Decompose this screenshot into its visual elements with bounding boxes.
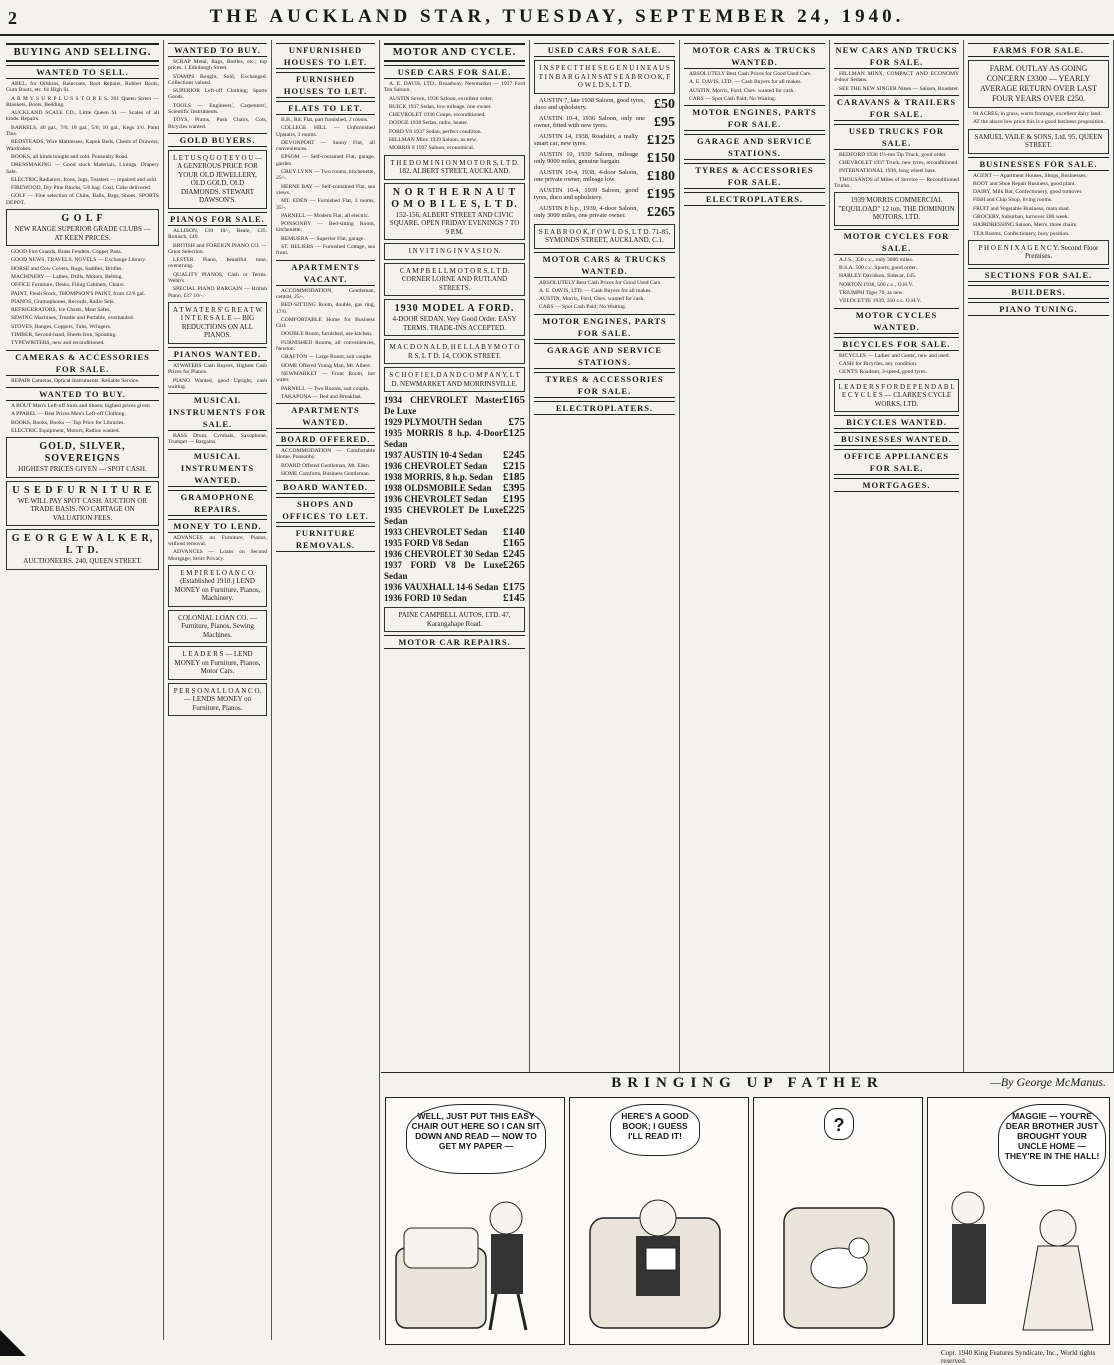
classified-ad: CARS — Spot Cash Paid; No Waiting. <box>689 95 777 102</box>
austin-ad: £50 AUSTIN 7, late 1938 Saloon, good tyres, duco and upholstery. <box>534 96 675 112</box>
classified-ad: REPAIR Cameras, Optical Instruments. Reliable Service. <box>11 377 140 384</box>
display-ad-samuel-vaile: SAMUEL VAILE & SONS, Ltd. 95, QUEEN STREET. <box>968 129 1109 154</box>
classified-ad: REMUERA — Superior Flat, garage. <box>281 235 365 242</box>
classified-ad: DODGE 1938 Sedan, radio, heater. <box>389 120 469 127</box>
classified-ad: ELECTRIC Equipment, Motors, Radios wanted. <box>11 427 120 434</box>
display-ad-title: 1930 MODEL A FORD. <box>394 303 515 315</box>
comic-strip <box>381 1072 1114 1365</box>
classified-ad: GOOD NEWS, TRAVELS, NOVELS — Exchange Library. <box>11 257 147 264</box>
classified-ad: CARS — Spot Cash Paid; No Waiting. <box>539 304 627 311</box>
section-header: FARMS FOR SALE. <box>968 43 1109 57</box>
comic-credit: —By George McManus. <box>990 1075 1106 1089</box>
classified-ad: PONSONBY — Bed-sitting Room, kitchenette. <box>276 221 375 234</box>
classified-ad: FORD V8 1937 Sedan, perfect condition. <box>389 128 482 135</box>
classified-ad: ABSOLUTELY Best Cash Prices for Good Used Cars. <box>689 71 812 77</box>
classified-ad: NEWMARKET — Front Room, hot water. <box>276 370 375 384</box>
austin-ad: £95 AUSTIN 10-4, 1936 Saloon, only one owner, fitted with new tyres. <box>534 114 675 130</box>
car-price-list <box>384 395 525 604</box>
section-header: WANTED TO SELL. <box>6 65 159 79</box>
section-header: ELECTROPLATERS. <box>684 192 825 206</box>
page-number: 2 <box>8 8 17 28</box>
display-ad-model-a <box>384 299 525 336</box>
classified-ad: SUPERIOR Left-off Clothing; Sports Goods. <box>168 88 267 101</box>
section-header: BICYCLES WANTED. <box>834 415 959 429</box>
price-row: 1936 CHEVROLET Sedan £215 <box>384 460 525 473</box>
display-ad-text: 4-DOOR SEDAN. Very Good Order. EASY TERMS. TRADE-INS ACCEPTED. <box>392 315 517 332</box>
classified-ad: MT. EDEN — Furnished Flat, 3 rooms, 35/-. <box>276 198 375 211</box>
classified-ad: FRUIT and Vegetable Business, main road. <box>973 205 1070 212</box>
price-row: 1938 OLDSMOBILE Sedan £395 <box>384 482 525 495</box>
section-header: NEW CARS AND TRUCKS FOR SALE. <box>835 45 958 67</box>
classified-ad: AUSTIN Seven, 1936 Saloon, excellent order. <box>389 95 493 102</box>
classified-ad: ELECTRIC Radiators, Irons, Jugs, Toasters — repaired and sold. <box>11 176 158 183</box>
section-header: FURNITURE REMOVALS. <box>276 526 375 552</box>
classified-ad: QUALITY PIANOS, Cash or Terms. Webb's. <box>168 271 267 285</box>
classified-ad: COLLEGE HILL — Unfurnished Upstairs, 3 rooms. <box>276 125 375 138</box>
section-header: MOTOR ENGINES, PARTS FOR SALE. <box>684 105 825 131</box>
display-ad-campbell: C A M P B E L L M O T O R S, L T D. CORNER LORNE AND RUTLAND STREETS. <box>384 263 525 297</box>
classified-ad: BOOKS, Books, Books — Top Price for Libraries. <box>11 419 125 426</box>
classified-ad: BARRELS, 40 gal., 7/6; 18 gal., 5/6; 10 gal., Kegs 3/6. Paint Tins. <box>6 124 159 138</box>
classified-ad: A. E. DAVIS, LTD., Broadway, Newmarket — 1937 Ford Ten Saloon. <box>384 81 525 94</box>
speech-balloon: ? <box>824 1108 854 1140</box>
column-new-cars <box>830 40 964 1072</box>
classified-ad: SEWING Machines, Treadle and Portable, overhauled. <box>11 315 135 322</box>
section-header: MOTOR AND CYCLE. <box>384 43 525 62</box>
jiggs-reading-illustration <box>570 1098 749 1345</box>
display-ad-title: N O R T H E R N A U T O M O B I L E S, L T D. <box>391 186 518 210</box>
classified-ad: SEE THE NEW SINGER Nines — Saloon, Roadster. <box>839 85 959 92</box>
classified-ad: THOUSANDS of Miles of Service — Reconditioned Trucks. <box>834 176 959 190</box>
classified-ad: LESTER Piano, beautiful tone, overstrung. <box>168 257 267 270</box>
section-header: BUSINESSES FOR SALE. <box>968 157 1109 171</box>
classified-ad: FIREWOOD, Dry Pine Blocks, 5/6 bag. Coal, Coke delivered. <box>11 185 152 192</box>
section-header: BICYCLES FOR SALE. <box>834 337 959 351</box>
section-header: MOTOR CYCLES FOR SALE. <box>834 229 959 255</box>
classified-ad: INTERNATIONAL 1936, long wheel base. <box>839 168 937 175</box>
section-header: OFFICE APPLIANCES FOR SALE. <box>834 449 959 475</box>
classified-ad: PAINT, Fresh Stock, THOMPSON'S PAINT, from 12/6 gal. <box>11 290 146 297</box>
price-row: 1938 MORRIS, 8 h.p. Sedan £185 <box>384 471 525 484</box>
section-header: GARAGE AND SERVICE STATIONS. <box>534 343 675 369</box>
speech-balloon: HERE'S A GOOD BOOK; I GUESS I'LL READ IT! <box>610 1104 700 1156</box>
price-row: 1936 CHEVROLET 30 Sedan £245 <box>384 548 525 561</box>
section-header: APARTMENTS VACANT. <box>276 260 375 286</box>
price-row: 1936 FORD 10 Sedan £145 <box>384 592 525 605</box>
classified-ad: DRESSMAKING — Good stock Materials, Linings. Drapery Sale. <box>6 162 159 175</box>
display-ad-walker <box>6 529 159 570</box>
newspaper-title: THE AUCKLAND STAR, TUESDAY, SEPTEMBER 24, 1940. <box>209 6 905 27</box>
column-wanted-to-buy <box>164 40 272 1340</box>
classified-ad: A R M Y S U R P L U S S T O R E S. 261 Queen Street — Blankets, Boots, Bedding. <box>6 95 159 108</box>
classified-ad: HERNE BAY — Self-contained Flat, sea views. <box>276 183 375 196</box>
display-ad-furniture <box>6 481 159 527</box>
display-ad-empire-loan: E M P I R E L O A N C O. (Established 1910.) LEND MONEY on Furniture, Pianos, Machinery. <box>168 565 267 607</box>
section-header: APARTMENTS WANTED. <box>276 403 375 429</box>
classified-ad: HOME Offered Young Man, Mt. Albert. <box>281 362 372 369</box>
display-ad-morris-commercial: 1939 MORRIS COMMERCIAL "EQUILOAD" 12 ton. THE DOMINION MOTORS, LTD. <box>834 192 959 226</box>
comic-panel-3 <box>753 1097 923 1345</box>
comic-copyright: Copr. 1940 King Features Syndicate, Inc., World rights reserved. <box>941 1349 1096 1365</box>
display-ad-phoenix: P H O E N I X A G E N C Y. Second Floor Premises. <box>968 240 1109 265</box>
comic-panel-1 <box>385 1097 565 1345</box>
classified-ad: TIMBER, Second-hand, Sheets Iron, Spouting. <box>11 332 117 339</box>
section-header: MOTOR CARS & TRUCKS WANTED. <box>684 43 825 69</box>
classified-ad: PARNELL — Modern Flat, all electric. <box>281 212 370 219</box>
classified-ad: TEA Rooms, Confectionery, busy position. <box>973 230 1070 237</box>
classified-ad: AUCKLAND SCALE CO., Little Queen St. — Scales of all kinds. Repairs. <box>6 110 159 123</box>
speech-balloon: MAGGIE — YOU'RE DEAR BROTHER JUST BROUGHT YOUR UNCLE HOME — THEY'RE IN THE HALL! <box>998 1104 1106 1186</box>
column-used-cars <box>530 40 680 1072</box>
austin-ad: £150 AUSTIN 10, 1939 Saloon, mileage only 9000 miles, genuine bargain. <box>534 150 675 166</box>
section-header: CARAVANS & TRAILERS FOR SALE. <box>834 95 959 121</box>
classified-ad: SCRAP Metal, Rags, Bottles, etc.; top prices. 1 Edinburgh Street. <box>168 59 267 72</box>
classified-ad: EPSOM — Self-contained Flat, garage, garden. <box>276 154 375 167</box>
classified-ad: BUICK 1937 Sedan, low mileage, one owner. <box>389 103 492 110</box>
classified-ad: PIANOS, Gramophones, Records, Radio Sets. <box>11 298 115 305</box>
classified-ad: MACHINERY — Lathes, Drills, Motors, Belting. <box>11 273 123 280</box>
masthead <box>0 0 1114 36</box>
price-row: 1936 VAUXHALL 14-6 Sedan £175 <box>384 581 525 594</box>
classified-ad: FURNISHED Rooms, all conveniences, Newton. <box>276 339 375 353</box>
section-header: MUSICAL INSTRUMENTS FOR SALE. <box>168 395 267 430</box>
section-header: CAMERAS & ACCESSORIES FOR SALE. <box>6 350 159 376</box>
display-ad-text: NEW RANGE SUPERIOR GRADE CLUBS — AT KEEN PRICES. <box>14 225 151 242</box>
classified-ad: CHEVROLET 1936 Coupe, reconditioned. <box>389 112 486 119</box>
classified-ad: B.S.A. 500 c.c. Sports, good order. <box>839 265 917 272</box>
classified-ad: GENT'S Roadster, 3-speed, good tyres. <box>839 369 927 376</box>
display-ad-title: G O L F <box>61 213 104 225</box>
classified-ad: BOARD Offered Gentleman, Mt. Eden. <box>281 462 371 469</box>
classified-ad: OFFICE Furniture, Desks, Filing Cabinets, Chairs. <box>11 282 125 289</box>
section-header: WANTED TO BUY. <box>6 387 159 401</box>
section-header: SHOPS AND OFFICES TO LET. <box>276 497 375 523</box>
classified-ad: GOLF — Fine selection of Clubs, Balls, Bags, Shoes. SPORTS DEPOT. <box>6 193 159 206</box>
austin-ad: £125 AUSTIN 14, 1938, Roadster, a really smart car, new tyres. <box>534 132 675 148</box>
speech-balloon: WELL, JUST PUT THIS EASY CHAIR OUT HERE SO I CAN SIT DOWN AND READ — NOW TO GET MY PAPER — <box>406 1104 546 1174</box>
classified-ad: ATWATERS Cash Buyers, Highest Cash Prices for Pianos. <box>168 362 267 376</box>
classified-ad: ST. HELIERS — Furnished Cottage, sea front. <box>276 244 375 257</box>
classified-ad: ALLISON, £10 10/-, Beale, £35. Ronisch, £49. <box>168 227 267 241</box>
section-header: MOTOR CARS & TRUCKS WANTED. <box>534 252 675 278</box>
classified-ad: DOUBLE Room, furnished, use kitchen. <box>281 331 373 338</box>
classified-ad: A. E. DAVIS, LTD. — Cash Buyers for all makes. <box>689 79 802 86</box>
display-ad-title: GOLD, SILVER, SOVEREIGNS <box>39 441 126 465</box>
column-farms <box>964 40 1114 1072</box>
classified-ad: ADVANCES — Loans on Second Mortgage; Strict Privacy. <box>168 549 267 562</box>
classified-ad: HORSE and Cow Covers, Rugs, Saddles, Bridles. <box>11 265 123 272</box>
section-header: BUYING AND SELLING. <box>6 43 159 62</box>
price-row: 1937 FORD V8 De Luxe Sedan £265 <box>384 559 525 582</box>
display-ad-dominion-motors: T H E D O M I N I O N M O T O R S, L T D. 182, ALBERT STREET, AUCKLAND. <box>384 155 525 180</box>
jiggs-armchair-illustration <box>386 1098 565 1345</box>
price-row: 1935 MORRIS 8 h.p. 4-Door Sedan £125 <box>384 427 525 450</box>
section-header: MONEY TO LEND. <box>168 519 267 533</box>
classified-ad: BEDSTEADS, Wire Mattresses, Kapok Beds, Chests of Drawers, Wardrobes. <box>6 139 159 152</box>
classified-ad: TRIUMPH Tiger 70, as new. <box>839 290 904 297</box>
section-header: GOLD BUYERS. <box>168 133 267 147</box>
display-ad-golf <box>6 209 159 246</box>
classified-ad: BED-SITTING Room, double, gas ring, 17/6. <box>276 302 375 315</box>
display-ad-personal-loan: P E R S O N A L L O A N C O. — LENDS MONEY on Furniture, Pianos. <box>168 683 267 717</box>
section-header: MOTOR ENGINES, PARTS FOR SALE. <box>534 314 675 340</box>
dog-chair-illustration <box>754 1098 923 1345</box>
display-ad-text: HIGHEST PRICES GIVEN — SPOT CASH. <box>18 465 147 474</box>
classified-ad: NORTON 1938, 500 c.c., O.H.V. <box>839 281 914 288</box>
section-header: MUSICAL INSTRUMENTS WANTED. <box>168 449 267 487</box>
display-ad-northern <box>384 183 525 241</box>
section-header: USED TRUCKS FOR SALE. <box>834 124 959 150</box>
classified-ad: A. E. DAVIS, LTD. — Cash Buyers for all makes. <box>539 287 652 294</box>
classified-ad: TAKAPUNA — Bed and Breakfast. <box>281 393 363 400</box>
section-header: BOARD WANTED. <box>276 480 375 494</box>
display-ad-seabrook: S E A B R O O K, F O W L D S, L T D. 71-85, SYMONDS STREET, AUCKLAND, C.1. <box>534 224 675 249</box>
classified-ad: AGENT — Apartment Houses, Shops, Businesses. <box>973 172 1087 179</box>
column-motor-cycle <box>380 40 530 1072</box>
display-ad-clarkes-cycles: L E A D E R S F O R D E P E N D A B L E C Y C L E S — CLARKE'S CYCLE WORKS, LTD. <box>834 379 959 413</box>
section-header: PIANOS WANTED. <box>168 347 267 361</box>
display-ad-leaders: L E A D E R S — LEND MONEY on Furniture, Pianos, Motor Cars. <box>168 646 267 680</box>
section-header: BUILDERS. <box>968 285 1109 299</box>
classified-ad: BOOT and Shoe Repair Business, good plant. <box>973 180 1076 187</box>
classified-ad: AUSTIN, Morris, Ford, Chev. wanted for cash. <box>539 296 645 303</box>
classified-ad: DAIRY, Milk Bar, Confectionery, good turnover. <box>973 189 1083 196</box>
classified-ad: ACCOMMODATION, Gentleman, central, 25/-. <box>276 287 375 300</box>
classified-ad: MORRIS 8 1937 Saloon, economical. <box>389 145 475 152</box>
classified-ad: A PPAREL — Best Prices Men's Left-off Clothing. <box>11 411 126 418</box>
classified-ad: GROCERY, Suburban, turnover £80 week. <box>973 214 1070 221</box>
section-header: BOARD OFFERED. <box>276 432 375 446</box>
section-header: ELECTROPLATERS. <box>534 401 675 415</box>
section-header: FLATS TO LET. <box>276 101 375 115</box>
classified-ad: TOYS, Prams, Push Chairs, Cots, Bicycles wanted. <box>168 117 267 130</box>
column-houses <box>272 40 380 1340</box>
price-row: 1929 PLYMOUTH Sedan £75 <box>384 416 525 429</box>
price-row: 1935 CHEVROLET De Luxe Sedan £225 <box>384 504 525 527</box>
section-header: FURNISHED HOUSES TO LET. <box>276 72 375 98</box>
classified-ad: GOOD Fire Guards, Brass Fenders, Copper Pans. <box>11 249 123 256</box>
classified-ad: HILLMAN MINX, COMPACT AND ECONOMY 4-door Sedans. <box>834 71 959 84</box>
classified-ad: ABEL, for Oilskins, Raincoats, Boot Repairs, Rubber Boots, Gum Boots, etc. 61 High St. <box>6 81 159 94</box>
classified-ad: STAMPS Bought, Sold, Exchanged. Collections valued. <box>168 73 267 86</box>
classified-ad: BOOKS, all kinds bought and sold. Ponsonby Road. <box>11 153 129 160</box>
section-header: MOTOR CAR REPAIRS. <box>384 635 525 649</box>
comic-panel-2 <box>569 1097 749 1345</box>
austin-ad: £265 AUSTIN 8 h.p., 1939, 4-door Saloon, only 3000 miles, one private owner. <box>534 204 675 220</box>
display-ad-inviting: I N V I T I N G I N V A S I O N. <box>384 243 525 260</box>
classified-ad: ABSOLUTELY Best Cash Prices for Good Used Cars. <box>539 279 662 286</box>
section-header: PIANOS FOR SALE. <box>168 212 267 226</box>
classified-ad: GREY LYNN — Two rooms, kitchenette, 25/-. <box>276 169 375 182</box>
section-header: TYRES & ACCESSORIES FOR SALE. <box>534 372 675 398</box>
classified-ad: DEVONPORT — Sunny Flat, all conveniences. <box>276 139 375 153</box>
display-ad-farm: FARM. OUTLAY AS GOING CONCERN £3300 — YEARLY AVERAGE RETURN OVER LAST FOUR YEARS OVER £250. <box>968 60 1109 108</box>
classified-ad: ACCOMMODATION — Comfortable Home, Ponsonby. <box>276 448 375 461</box>
price-row: 1935 FORD V8 Sedan £165 <box>384 537 525 550</box>
classified-ad: ADVANCES on Furniture, Pianos, without removal. <box>168 534 267 548</box>
classified-ad: AT the above low price this is a good business proposition. <box>973 119 1105 126</box>
section-header: PIANO TUNING. <box>968 302 1109 316</box>
classified-ad: 94 ACRES, in grass, warm frontage, excellent dairy land. <box>973 111 1102 117</box>
display-ad-title: G E O R G E W A L K E R, L T D. <box>11 533 154 557</box>
section-header: USED CARS FOR SALE. <box>534 43 675 57</box>
austin-ad: £180 AUSTIN 10-4, 1938, 4-door Saloon, one private owner, mileage low. <box>534 168 675 184</box>
classified-ad: PIANO Wanted, good Upright, cash waiting. <box>168 377 267 390</box>
classified-ad: BICYCLES — Ladies' and Gents', new and used. <box>839 352 950 359</box>
classified-ad: PARNELL — Two Rooms, suit couple. <box>281 385 370 392</box>
display-ad-colonial-loan: COLONIAL LOAN CO. — Furniture, Pianos, Sewing Machines. <box>168 610 267 644</box>
price-row: 1934 CHEVROLET Master De Luxe £165 <box>384 394 525 417</box>
classified-ad: FISH and Chip Shop, living rooms. <box>973 197 1053 204</box>
section-header: BUSINESSES WANTED. <box>834 432 959 446</box>
section-header: SECTIONS FOR SALE. <box>968 268 1109 282</box>
price-row: 1936 CHEVROLET Sedan £195 <box>384 493 525 506</box>
section-header: TYRES & ACCESSORIES FOR SALE. <box>684 163 825 189</box>
display-ad-paine: PAINE CAMPBELL AUTOS, LTD. 47, Karangahape Road. <box>384 607 525 632</box>
classified-ad: HOME Comforts, Business Gentleman. <box>281 470 371 477</box>
section-header: WANTED TO BUY. <box>168 43 267 57</box>
display-ad-schofield: S C H O F I E L D A N D C O M P A N Y, L T D. NEWMARKET AND MORRINSVILLE. <box>384 367 525 392</box>
classified-ad: CHEVROLET 1937 Truck, new tyres, reconditioned. <box>839 160 959 167</box>
classified-ad: B.B., Rd. Flat, part furnished, 2 rooms. <box>281 117 369 123</box>
austin-ad: £195 AUSTIN 10-4, 1939 Saloon, good tyres, duco and upholstery. <box>534 186 675 202</box>
price-row: 1933 CHEVROLET Sedan £140 <box>384 526 525 539</box>
classified-ad: TOOLS — Engineers', Carpenters', Scientific Instruments. <box>168 102 267 116</box>
page-corner-mark <box>0 1330 26 1356</box>
classified-ad: BEDFORD 1936 1½-ton Tip Truck, good order. <box>839 151 947 158</box>
display-ad-inspect: I N S P E C T T H E S E G E N U I N E A U S T I N B A R G A I N S AT S E A B R O O K, F O W L D S, L T D. <box>534 60 675 94</box>
classified-ad: VELOCETTE 1939, 350 c.c. O.H.V. <box>839 298 922 305</box>
section-header: MORTGAGES. <box>834 478 959 492</box>
classified-ad: COMFORTABLE Home for Business Girl. <box>276 316 375 330</box>
column-buying-selling <box>2 40 164 1340</box>
display-ad-gold <box>6 437 159 478</box>
classified-ad: SPECIAL PIANO BARGAIN — British Piano, £37 10/-. <box>168 286 267 299</box>
display-ad-macdonald: M A C D O N A L D, H E L L A B Y M O T O R S, L T D. 14, COOK STREET. <box>384 339 525 364</box>
classified-ad: AUSTIN, Morris, Ford, Chev. wanted for cash. <box>689 87 795 94</box>
comic-title: BRINGING UP FATHER <box>611 1075 884 1091</box>
section-header: MOTOR CYCLES WANTED. <box>834 308 959 334</box>
classified-ad: CASH for Bicycles, any condition. <box>839 360 918 367</box>
display-ad-atwaters: A T W A T E R S' G R E A T W I N T E R S A L E — BIG REDUCTIONS ON ALL PIANOS. <box>168 302 267 344</box>
display-ad-text: AUCTIONEERS. 240, QUEEN STREET. <box>23 557 142 566</box>
display-ad-gold-buyers: L E T U S Q U O T E Y O U — A GENEROUS PRICE FOR YOUR OLD JEWELLERY, OLD GOLD, OLD DIAMONDS. STEWART DAWSON'S. <box>168 150 267 209</box>
classified-ad: TYPEWRITERS, new and reconditioned. <box>11 340 105 347</box>
classified-ad: BRITISH and FOREIGN PIANO CO. — Great Selection. <box>168 242 267 255</box>
classified-ad: GRAFTON — Large Room, suit couple. <box>281 354 373 361</box>
column-cars-wanted <box>680 40 830 1072</box>
classified-ad: BASS Drum, Cymbals, Saxophone, Trumpet — Bargains. <box>168 433 267 446</box>
classified-ad: A.J.S., 350 c.c., only 3000 miles. <box>839 256 914 263</box>
section-header: GRAMOPHONE REPAIRS. <box>168 490 267 516</box>
classified-ad: A BOUT Men's Left-off Suits and Shoes; highest prices given. <box>11 402 152 409</box>
display-ad-title: U S E D F U R N I T U R E <box>12 484 153 496</box>
comic-panel-4 <box>927 1097 1110 1345</box>
display-ad-text: 152-156, ALBERT STREET AND CIVIC SQUARE. OPEN FRIDAY EVENINGS 7 TO 9 P.M. <box>389 210 520 236</box>
classified-ad: HILLMAN Minx 1939 Saloon, as new. <box>389 137 478 144</box>
section-header: USED CARS FOR SALE. <box>384 65 525 79</box>
maggie-jiggs-illustration <box>928 1098 1110 1345</box>
classified-ad: REFRIGERATORS, Ice Chests, Meat Safes. <box>11 307 111 314</box>
display-ad-text: WE WILL PAY SPOT CASH. AUCTION OR TRADE BASIS. NO CARTAGE ON VALUATION FEES. <box>17 496 148 522</box>
section-header: UNFURNISHED HOUSES TO LET. <box>276 43 375 69</box>
classified-ad: HAIRDRESSING Saloon, Men's, three chairs. <box>973 222 1078 229</box>
classified-ad: HARLEY Davidson, Sidecar, £45. <box>839 273 917 280</box>
section-header: GARAGE AND SERVICE STATIONS. <box>684 134 825 160</box>
price-row: 1937 AUSTIN 10-4 Sedan £245 <box>384 449 525 462</box>
classified-ad: STOVES, Ranges, Coppers, Tubs, Wringers. <box>11 323 112 330</box>
